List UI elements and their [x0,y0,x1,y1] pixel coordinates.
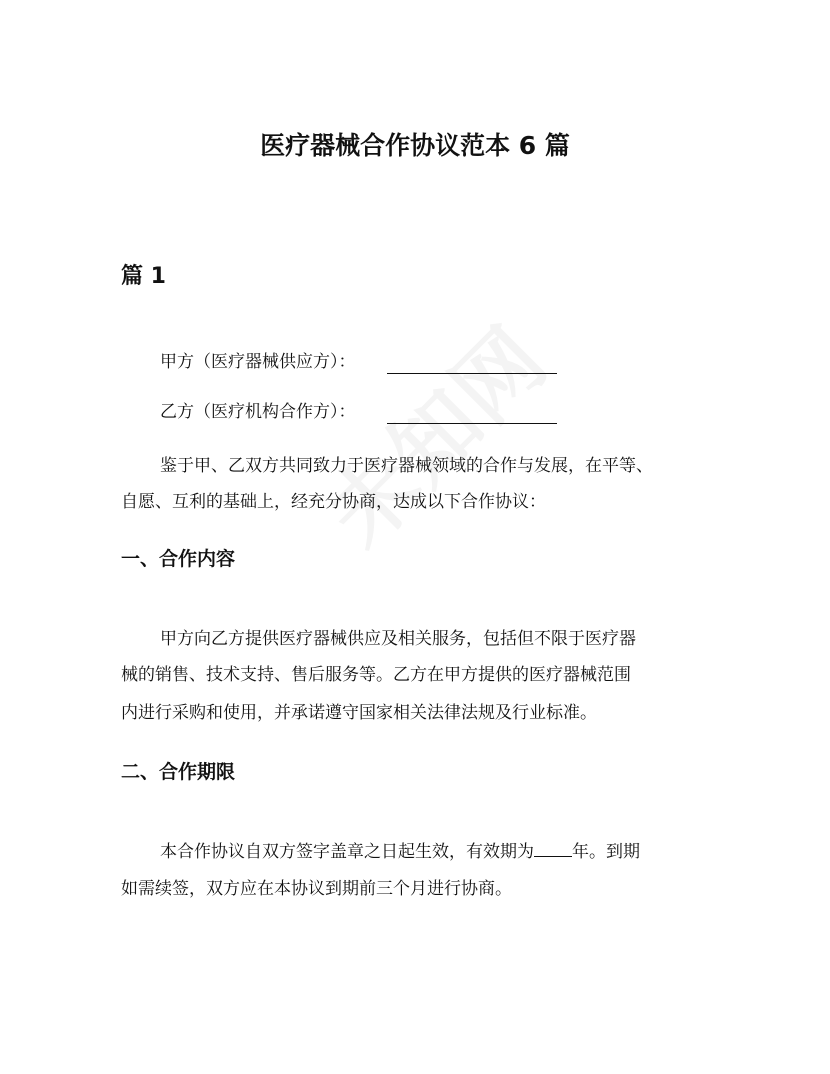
term-years-blank [534,839,572,857]
party-a-blank [387,373,557,374]
party-b-label: 乙方（医疗机构合作方）： [160,402,356,422]
document-title: 医疗器械合作协议范本 6 篇 [260,131,570,160]
clause-2-line-2: 如需续签，双方应在本协议到期前三个月进行协商。 [121,879,512,899]
party-b-blank [387,423,557,424]
clause-2-text-before: 本合作协议自双方签字盖章之日起生效，有效期为 [160,842,534,862]
party-a-label: 甲方（医疗器械供应方）： [160,352,356,372]
clause-2-line-1 [160,838,640,866]
preamble-line-1: 鉴于甲、乙双方共同致力于医疗器械领域的合作与发展，在平等、 [160,456,653,476]
clause-1-line-2: 械的销售、技术支持、售后服务等。乙方在甲方提供的医疗器械范围 [121,665,631,685]
clause-2-heading: 二、合作期限 [121,761,236,783]
clause-1-line-3: 内进行采购和使用，并承诺遵守国家相关法律法规及行业标准。 [121,703,597,723]
watermark [295,295,569,569]
section-heading: 篇 1 [121,264,166,289]
clause-1-heading: 一、合作内容 [121,548,236,570]
clause-2-text-after: 年。到期 [572,842,640,862]
preamble-line-2: 自愿、互利的基础上，经充分协商，达成以下合作协议： [121,492,546,512]
clause-1-line-1: 甲方向乙方提供医疗器械供应及相关服务，包括但不限于医疗器 [160,629,636,649]
